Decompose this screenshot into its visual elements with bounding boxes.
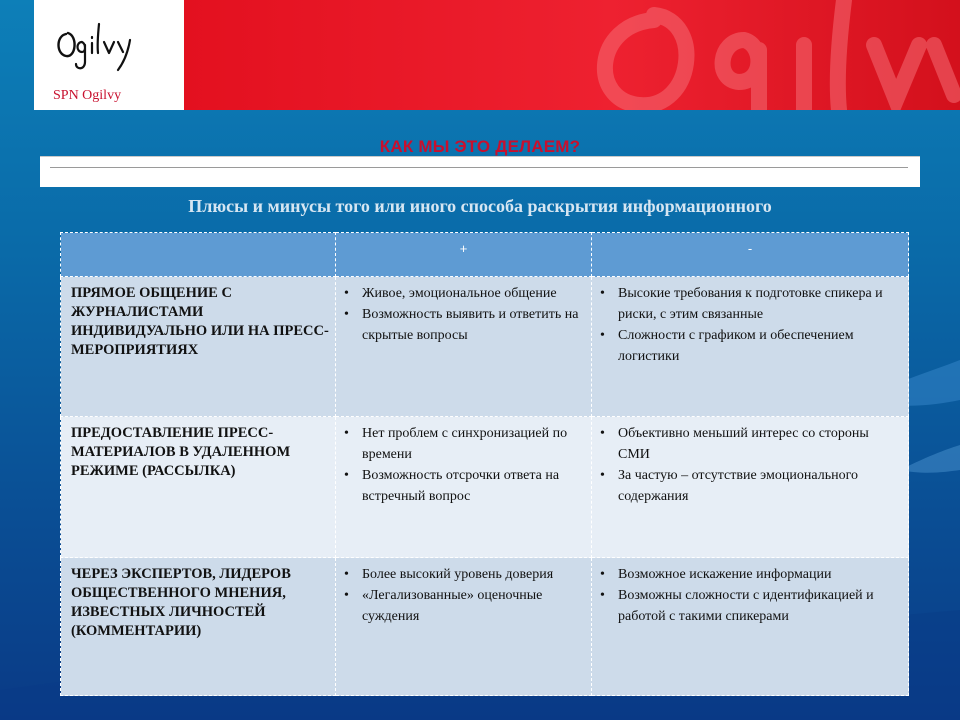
table-header-row [61, 233, 909, 277]
method-cell: ПРЕДОСТАВЛЕНИЕ ПРЕСС-МАТЕРИАЛОВ В УДАЛЕННОМ РЕЖИМЕ (РАССЫЛКА) [61, 417, 336, 558]
method-cell: ПРЯМОЕ ОБЩЕНИЕ С ЖУРНАЛИСТАМИ ИНДИВИДУАЛЬНО ИЛИ НА ПРЕСС-МЕРОПРИЯТИЯХ [61, 277, 336, 417]
logo-panel [34, 0, 184, 110]
method-cell: ЧЕРЕЗ ЭКСПЕРТОВ, ЛИДЕРОВ ОБЩЕСТВЕННОГО МНЕНИЯ, ИЗВЕСТНЫХ ЛИЧНОСТЕЙ (КОММЕНТАРИИ) [61, 558, 336, 696]
cons-item: • Возможное искажение информации [618, 564, 902, 585]
header-cell-cons [592, 233, 909, 277]
cons-item: • Высокие требования к подготовке спикера и риски, с этим связанные [618, 283, 902, 325]
header-cell-method [61, 233, 336, 277]
cons-cell [592, 277, 909, 417]
pros-item: • Живое, эмоциональное общение [362, 283, 585, 304]
cons-cell [592, 558, 909, 696]
header-banner [184, 0, 960, 110]
pros-item: • «Легализованные» оценочные суждения [362, 585, 585, 627]
table-row [61, 417, 909, 558]
pros-cons-table [60, 232, 909, 696]
table-row [61, 277, 909, 417]
pros-cell [336, 558, 592, 696]
subtitle: Плюсы и минусы того или иного способа раскрытия информационного [188, 196, 772, 216]
header-minus: - [747, 241, 753, 256]
title-strip [40, 156, 920, 187]
pros-item: • Более высокий уровень доверия [362, 564, 585, 585]
cons-item: • За частую – отсутствие эмоционального содержания [618, 465, 902, 507]
header-cell-pros [336, 233, 592, 277]
header-plus: + [459, 241, 468, 256]
title-rule [50, 167, 908, 168]
pros-cell [336, 417, 592, 558]
pros-item: • Нет проблем с синхронизацией по времени [362, 423, 585, 465]
logo-caption: SPN Ogilvy [53, 88, 122, 103]
pros-item: • Возможность выявить и ответить на скрытые вопросы [362, 304, 585, 346]
banner-script-decoration [184, 0, 960, 110]
cons-item: • Объективно меньший интерес со стороны СМИ [618, 423, 902, 465]
page-title: КАК МЫ ЭТО ДЕЛАЕМ? [379, 137, 581, 156]
cons-item: • Возможны сложности с идентификацией и работой с такими спикерами [618, 585, 902, 627]
cons-item: • Сложности с графиком и обеспечением логистики [618, 325, 902, 367]
ogilvy-logo [52, 18, 142, 78]
pros-cell [336, 277, 592, 417]
table-row [61, 558, 909, 696]
pros-item: • Возможность отсрочки ответа на встречный вопрос [362, 465, 585, 507]
cons-cell [592, 417, 909, 558]
